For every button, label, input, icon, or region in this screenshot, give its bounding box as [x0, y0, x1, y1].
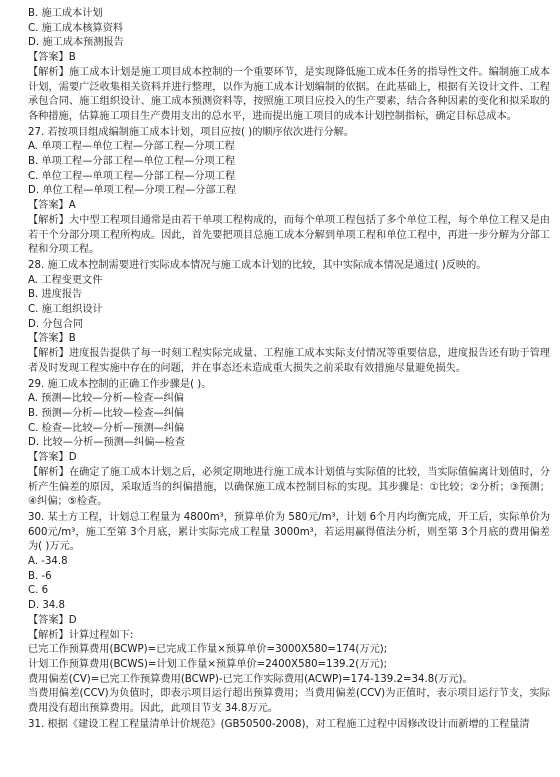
q26-option-b: B. 施工成本计划 [28, 8, 103, 19]
q28-option-d: D. 分包合同 [28, 318, 84, 330]
q26-answer: 【答案】B [28, 52, 76, 64]
q30-answer: 【答案】D [28, 614, 77, 626]
q30-option-c: C. 6 [28, 585, 49, 597]
q28-explanation: 【解析】进度报告提供了每一时刻工程实际完成量、工程施工成本实际支付情况等重要信息，进度报告还有助于管理者及时发现工程实施中存在的问题，并在事态还未造成重大损失之前采取有效措施尽量避免损失。 [28, 348, 550, 374]
q30-option-d: D. 34.8 [28, 600, 66, 612]
q28-answer: 【答案】B [28, 333, 76, 345]
q30-option-b: B. -6 [28, 570, 52, 582]
q29-option-d: D. 比较—分析—预测—纠偏—检查 [28, 437, 185, 449]
q30-question: 30. 某土方工程，计划总工程量为 4800m³，预算单价为 580元/m³，计划 6个月内均衡完成，开工后，实际单价为 600元/m³，施工至第 3个月底，累计实际完成工程量 3000m³，若运用赢得值法分析，则至第 3个月底的费用偏差为( )万元。 [28, 511, 550, 553]
q27-explanation: 【解析】大中型工程项目通常是由若干单项工程构成的，而每个单项工程包括了多个单位工程，每个单位工程又是由若干个分部分项工程所构成。因此，首先要把项目总施工成本分解到单项工程和单位工程中，再进一步分解为分部工程和分项工程。 [28, 214, 550, 256]
q26-explanation: 【解析】施工成本计划是施工项目成本控制的一个重要环节，是实现降低施工成本任务的指导性文件。编制施工成本计划，需要广泛收集相关资料并进行整理，以作为施工成本计划编制的依据。在此基础上，根据有关设计文件、工程承包合同、施工组织设计、施工成本预测资料等，按照施工项目应投入的生产要素，结合各种因素的变化和拟采取的各种措施，估算施工项目生产费用支出的总水平，进而提出施工项目的成本计划控制指标，确定目标总成本。 [28, 66, 550, 122]
q29-question: 29. 施工成本控制的正确工作步骤是( )。 [28, 378, 212, 390]
q28-option-c: C. 施工组织设计 [28, 304, 103, 316]
q26-option-d: D. 施工成本预测报告 [28, 37, 124, 49]
q30-conclusion: 当费用偏差(CCV)为负值时，即表示项目运行超出预算费用；当费用偏差(CCV)为正值时，表示项目运行节支，实际费用没有超出预算费用。因此，此项目节支 34.8万元。 [28, 688, 550, 715]
q29-option-c: C. 检查—比较—分析—预测—纠偏 [28, 422, 185, 434]
q27-option-d: D. 单位工程—单项工程—分项工程—分部工程 [28, 185, 236, 197]
q27-option-c: C. 单位工程—单项工程—分部工程—分项工程 [28, 170, 236, 182]
q27-answer: 【答案】A [28, 200, 76, 212]
q30-calc-line-3: 费用偏差(CV)=已完工作预算费用(BCWP)-已完工作实际费用(ACWP)=174-139.2=34.8(万元)。 [28, 673, 473, 685]
q30-calc-line-1: 已完工作预算费用(BCWP)=已完成工作量×预算单价=3000X580=174(万元); [28, 644, 388, 656]
q29-option-a: A. 预测—比较—分析—检查—纠偏 [28, 393, 184, 405]
q28-option-b: B. 进度报告 [28, 289, 83, 301]
q31-question: 31. 根据《建设工程工程量清单计价规范》(GB50500-2008)，对工程施工过程中因修改设计而新增的工程量清 [28, 718, 530, 730]
q29-option-b: B. 预测—分析—比较—检查—纠偏 [28, 407, 185, 419]
q29-answer: 【答案】D [28, 452, 77, 464]
q30-calc-line-2: 计划工作预算费用(BCWS)=计划工作量×预算单价=2400X580=139.2(万元); [28, 658, 388, 670]
q27-option-b: B. 单项工程—分部工程—单位工程—分项工程 [28, 156, 236, 168]
q27-option-a: A. 单项工程—单位工程—分部工程—分项工程 [28, 141, 235, 153]
q28-question: 28. 施工成本控制需要进行实际成本情况与施工成本计划的比较，其中实际成本情况是通过( )反映的。 [28, 259, 487, 271]
q30-explanation-title: 【解析】计算过程如下: [28, 629, 134, 641]
q26-option-c: C. 施工成本核算资料 [28, 22, 124, 34]
q30-option-a: A. -34.8 [28, 556, 68, 568]
q29-explanation: 【解析】在确定了施工成本计划之后，必须定期地进行施工成本计划值与实际值的比较，当实际值偏离计划值时，分析产生偏差的原因，采取适当的纠偏措施，以确保施工成本控制目标的实现。其步骤是：①比较；②分析；③预测；④纠偏；⑤检查。 [28, 466, 550, 508]
q28-option-a: A. 工程变更文件 [28, 274, 103, 286]
q27-question: 27. 若按项目组成编制施工成本计划，项目应按( )的顺序依次进行分解。 [28, 126, 355, 138]
